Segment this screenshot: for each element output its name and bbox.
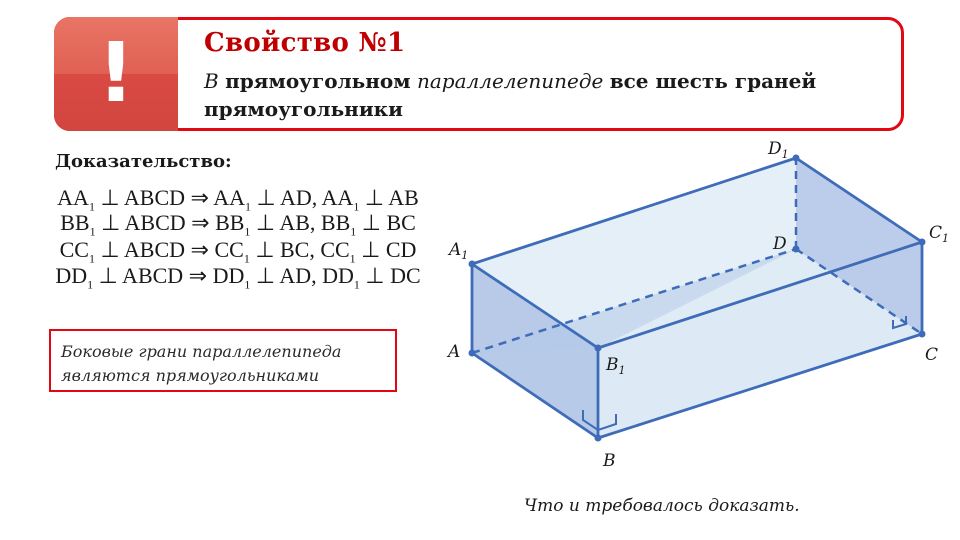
vertex-B <box>595 435 602 442</box>
proof-line-3: $CC_1$ ⊥ ABCD ⇒ $CC_1$ ⊥ BC, $CC_1$ ⊥ CD <box>59 237 417 266</box>
statement-part-2: прямоугольном <box>225 69 411 93</box>
proof-line-4: $DD_1$ ⊥ ABCD ⇒ $DD_1$ ⊥ AD, $DD_1$ ⊥ DC <box>55 263 421 292</box>
vertex-D <box>793 246 800 253</box>
lateral-faces-note: Боковые грани параллелепипеда являются прямоугольниками <box>49 329 397 392</box>
label-D1: $D_1$ <box>768 139 789 161</box>
statement-part-3: параллелепипеде <box>410 69 610 93</box>
label-A1: $A_1$ <box>449 240 469 262</box>
label-B1: $B_1$ <box>606 355 626 377</box>
label-B: B <box>603 451 616 471</box>
label-A: A <box>448 342 461 362</box>
label-C: C <box>925 345 939 365</box>
vertex-C <box>919 331 926 338</box>
vertex-A1 <box>469 261 476 268</box>
vertex-C1 <box>919 239 926 246</box>
vertex-A <box>469 350 476 357</box>
vertex-B1 <box>595 345 602 352</box>
label-C1: $C_1$ <box>929 223 950 245</box>
vertex-D1 <box>793 155 800 162</box>
statement-part-1: В <box>204 69 226 93</box>
proof-line-1: $AA_1$ ⊥ ABCD ⇒ $AA_1$ ⊥ AD, $AA_1$ ⊥ AB <box>57 185 419 214</box>
proof-line-2: $BB_1$ ⊥ ABCD ⇒ $BB_1$ ⊥ AB, $BB_1$ ⊥ BC <box>60 210 416 239</box>
property-title: Свойство №1 <box>204 28 406 58</box>
statement-part-4: все шесть граней прямоугольники <box>204 69 817 121</box>
conclusion-text: Что и требовалось доказать. <box>524 496 800 516</box>
proof-label: Доказательство: <box>55 151 232 172</box>
exclamation-glyph: ! <box>97 26 135 121</box>
label-D: D <box>773 234 787 254</box>
